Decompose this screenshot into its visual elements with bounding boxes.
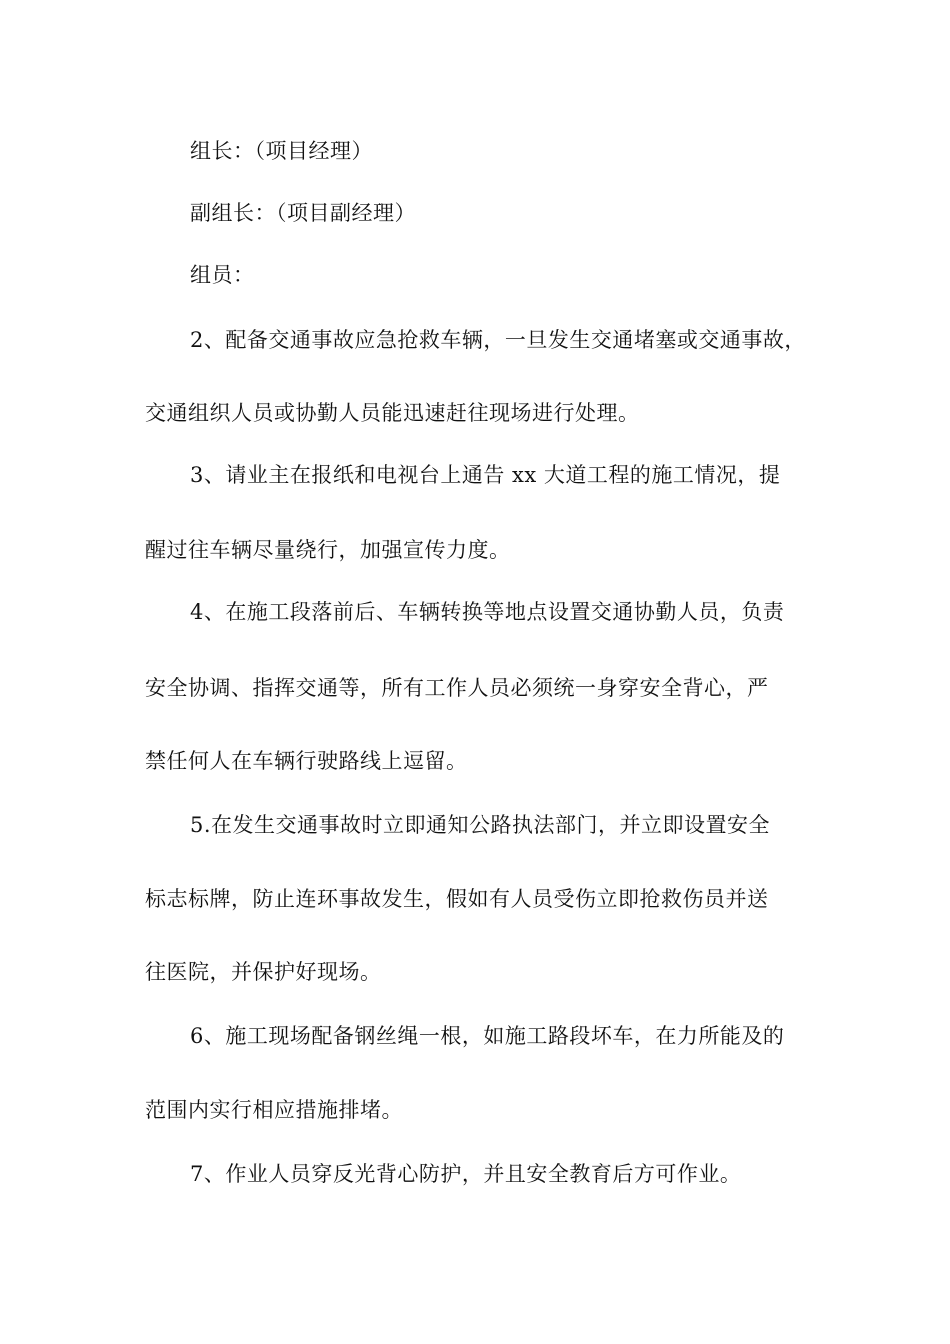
item-6-line-1 <box>0 1021 950 1051</box>
item-3-line-1 <box>0 460 950 490</box>
members-text: 组员： <box>190 263 255 287</box>
leader-line <box>0 136 950 166</box>
item-2-line-2 <box>0 398 950 428</box>
item-4-text-2: 安全协调、指挥交通等，所有工作人员必须统一身穿安全背心，严 <box>145 676 769 700</box>
item-5-text-3: 往医院，并保护好现场。 <box>145 960 382 984</box>
item-7-text-1: 7、作业人员穿反光背心防护，并且安全教育后方可作业。 <box>190 1162 742 1186</box>
deputy-leader-line <box>0 198 950 228</box>
item-6-text-1: 6、施工现场配备钢丝绳一根，如施工路段坏车，在力所能及的 <box>190 1024 785 1048</box>
item-3-text-2: 醒过往车辆尽量绕行，加强宣传力度。 <box>145 538 511 562</box>
item-3-text-1: 3、请业主在报纸和电视台上通告 xx 大道工程的施工情况，提 <box>190 463 781 487</box>
item-3-line-2 <box>0 535 950 565</box>
item-7-line-1 <box>0 1159 950 1189</box>
item-5-line-3 <box>0 957 950 987</box>
item-5-text-2: 标志标牌，防止连环事故发生，假如有人员受伤立即抢救伤员并送 <box>145 887 769 911</box>
item-4-line-2 <box>0 673 950 703</box>
item-4-text-1: 4、在施工段落前后、车辆转换等地点设置交通协勤人员，负责 <box>190 600 785 624</box>
item-2-text-2: 交通组织人员或协勤人员能迅速赶往现场进行处理。 <box>145 401 640 425</box>
item-5-line-1 <box>0 810 950 840</box>
item-6-text-2: 范围内实行相应措施排堵。 <box>145 1098 403 1122</box>
item-5-text-1: 5.在发生交通事故时立即通知公路执法部门，并立即设置安全 <box>190 813 771 837</box>
deputy-leader-text: 副组长：（项目副经理） <box>190 201 416 225</box>
leader-text: 组长：（项目经理） <box>190 139 373 163</box>
item-6-line-2 <box>0 1095 950 1125</box>
item-4-text-3: 禁任何人在车辆行驶路线上逗留。 <box>145 749 468 773</box>
item-4-line-1 <box>0 597 950 627</box>
item-2-text-1: 2、配备交通事故应急抢救车辆，一旦发生交通堵塞或交通事故， <box>190 328 806 352</box>
item-4-line-3 <box>0 746 950 776</box>
item-2-line-1 <box>0 325 950 355</box>
members-line <box>0 260 950 290</box>
item-5-line-2 <box>0 884 950 914</box>
